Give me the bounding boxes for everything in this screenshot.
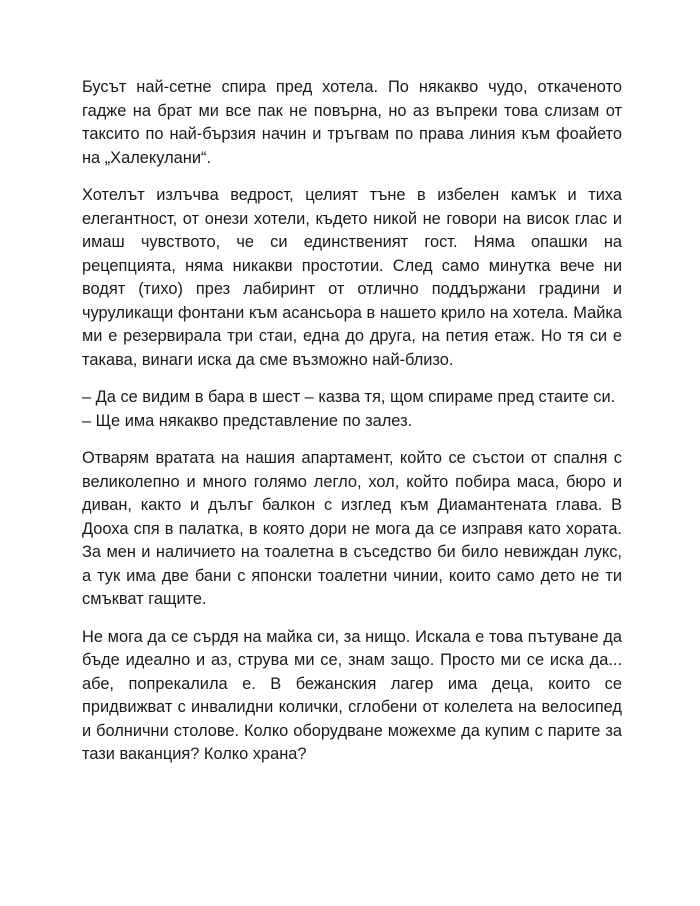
dialog-line-bar: – Да се видим в бара в шест – казва тя, щом спираме пред стаите си.: [82, 388, 616, 406]
paragraph-apartment: Отварям вратата на нашия апартамент, който се състои от спалня с великолепно и много голямо легло, хол, който побира маса, бюро и диван, както и дълъг балкон с изглед към Диамантената глава. В Дооха спя в палатка, в която дори не мога да се изправя като хората. За мен и наличието на тоалетна в съседство би било невиждан лукс, а тук има две бани с японски тоалетни чинии, които само дето не ти смъкват гащите.: [82, 449, 622, 608]
paragraph-arrival: Бусът най-сетне спира пред хотела. По някакво чудо, откаченото гадже на брат ми все пак не повърна, но аз въпреки това слизам от таксито по най-бързия начин и тръгвам по права линия към фоайето на „Халекулани“.: [82, 78, 622, 167]
paragraph-hotel: Хотелът излъчва ведрост, целият тъне в избелен камък и тиха елегантност, от онези хотели, където никой не говори на висок глас и имаш чувството, че си единственият гост. Няма опашки на рецепцията, няма никакви простотии. След само минутка вече ни водят (тихо) през лабиринт от отлично поддържани градини и чуруликащи фонтани към асансьора в нашето крило на хотела. Майка ми е резервирала три стаи, една до друга, на петия етаж. Но тя си е такава, винаги иска да сме възможно най-близо.: [82, 186, 622, 369]
paragraph-mother: Не мога да се сърдя на майка си, за нищо. Искала е това пътуване да бъде идеално и аз, струва ми се, знам защо. Просто ми се иска да... абе, попрекалила е. В бежанския лагер има деца, които се придвижват с инвалидни колички, сглобени от колелета на велосипед и болнични столове. Колко оборудване можехме да купим с парите за тази ваканция? Колко храна?: [82, 627, 622, 763]
dialog-block: [82, 386, 622, 433]
dialog-line-sunset: – Ще има някакво представление по залез.: [82, 411, 413, 430]
document-page: [82, 76, 622, 781]
